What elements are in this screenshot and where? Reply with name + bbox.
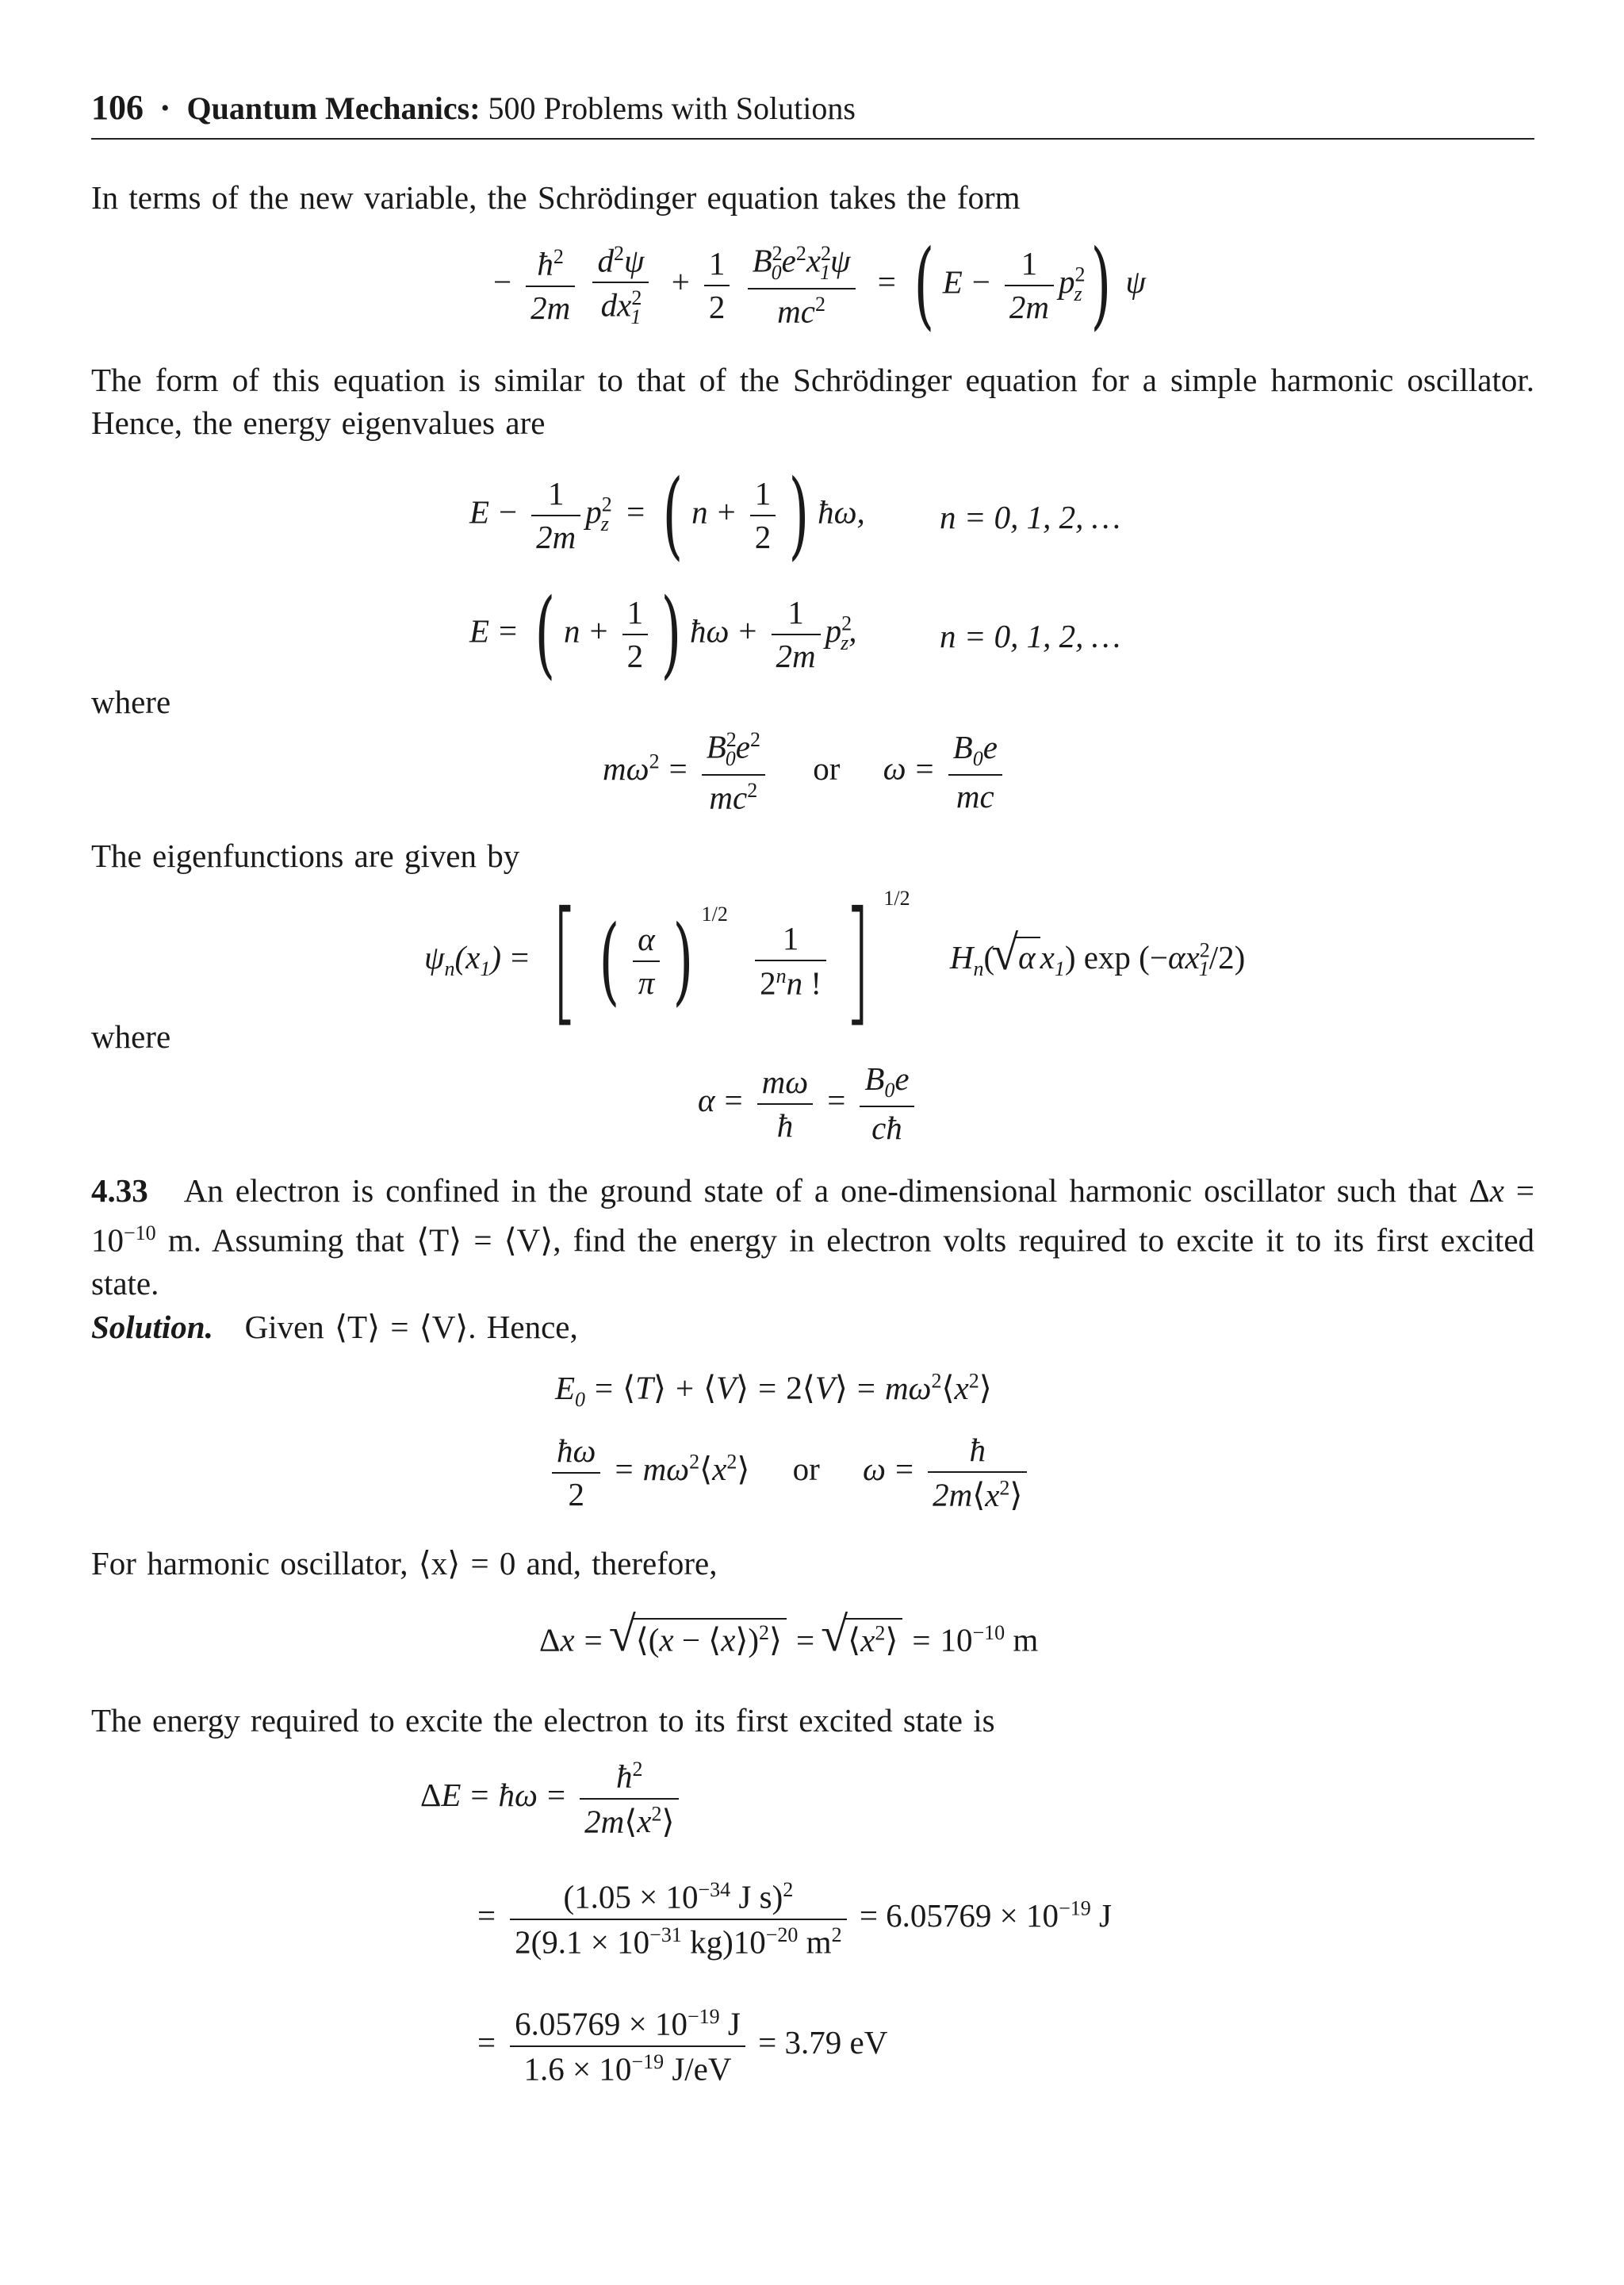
paragraph-energy: The energy required to excite the electron to its first excited state is: [91, 1702, 995, 1739]
paragraph-eigenfunctions: The eigenfunctions are given by: [91, 838, 520, 874]
n-range-1: [940, 501, 1120, 534]
equation-hw: $\frac{ħ\omega}{2}$ = $m\omega^2⟨x^2⟩$ or ω = $\frac{ħ}{2m⟨x^2⟩}$: [547, 1434, 1032, 1512]
equation-delta-e-2: = $\frac{(1.05 \times 10^{-34} J s)^2}{2(9.1 \times 10^{-31} kg)10^{-20} m^2}$ = $6.05769 \times 10^{-19}$ J: [477, 1878, 1112, 1961]
paragraph-intro: In terms of the new variable, the Schrödinger equation takes the form: [91, 179, 1021, 216]
solution-line: [91, 1305, 1534, 1348]
solution-text: Given ⟨T⟩ = ⟨V⟩. Hence,: [244, 1309, 578, 1345]
result-joules: = 6.05769 × 10: [859, 1897, 1059, 1934]
n-range-2: [940, 620, 1120, 653]
equation-alpha: α = $\frac{m\omega}{ħ}$ = $\frac{B_0e}{cħ}$: [698, 1063, 919, 1144]
solution-label: Solution.: [91, 1309, 213, 1345]
result-joules-unit: J: [1098, 1897, 1112, 1934]
book-subtitle: 500 Problems with Solutions: [488, 90, 856, 126]
equation-eigenfunction: $\psi_n(x_1)$ = [ ( $\frac{\alpha}{\pi}$ ) $^{1/2}$ $\frac{1}{2^nn !}$ ] $^{1/2}$ $H_n(√$ α $x_1$) $\exp (-\alpha x^2_1/2)$: [424, 888, 1245, 1029]
running-header: [91, 89, 1534, 140]
equation-e0: $E_0$ = ⟨T⟩ + ⟨V⟩ = 2⟨V⟩ = $m\omega^2⟨x^2⟩$: [555, 1369, 992, 1411]
equation-delta-e-1: ΔE = ħω = $\frac{ħ^2}{2m⟨x^2⟩}$: [420, 1759, 684, 1838]
problem-number: 4.33: [91, 1172, 148, 1209]
equation-delta-e-3: = $\frac{6.05769 \times 10^{-19} J}{1.6 \times 10^{-19} J/eV}$ = 3.79 eV: [477, 2005, 888, 2088]
problem-4-33: 4.33 An electron is confined in the ground state of a one-dimensional harmonic oscillator such that $\Delta x = 10^{-10}$ m. Assuming that ⟨T⟩ = ⟨V⟩, find the energy in electron volts required to excite it to its first excited state.: [91, 1172, 1535, 1302]
equation-omega: $m\omega^2$ = $\frac{B^2_0e^2}{mc^2}$ or ω = $\frac{B_0e}{mc}$: [603, 730, 1007, 815]
equation-eigenvalue-1: E − $\frac{1}{2m}$ $p^2_z$ = ( n + $\frac{1}{2}$ ) ħω,: [469, 460, 865, 570]
problem-text-a: An electron is confined in the ground state of a one-dimensional harmonic oscillator such that: [183, 1172, 1457, 1209]
or-word: or: [813, 750, 841, 787]
where-label-2: where: [91, 1018, 171, 1055]
page-number: 106: [91, 88, 144, 127]
equation-delta-x: Δx =√ ⟨(x − ⟨x⟩)$^2$⟩ =√ $⟨x^2⟩ = 10^{-10}$ m: [539, 1618, 1038, 1657]
header-bullet: •: [161, 95, 170, 121]
problem-text-b: m. Assuming that ⟨T⟩ = ⟨V⟩, find the energy in electron volts required to excite it to its: [167, 1221, 1365, 1259]
paragraph-oscillator: The form of this equation is similar to that of the Schrödinger equation for a simple harmonic oscillator. Hence, the energy eigenvalues are: [91, 362, 1534, 441]
or-word: or: [792, 1451, 820, 1488]
delta-x-value: 10: [91, 1221, 124, 1259]
problem-text-c: first excited state.: [91, 1221, 1535, 1302]
result-joules-exponent: −19: [1059, 1896, 1091, 1920]
delta-x-exponent: −10: [124, 1221, 156, 1244]
equation-eigenvalue-2: E = ( n + $\frac{1}{2}$ ) ħω + $\frac{1}{2m}$ $p^2_z$,: [469, 579, 857, 689]
n-range-text: n = 0, 1, 2, …: [940, 499, 1121, 535]
result-ev: = 3.79 eV: [758, 2024, 888, 2061]
book-title: Quantum Mechanics:: [186, 90, 481, 126]
equation-schrodinger: − $\frac{ħ^2}{2m}$ $\frac{d^2\psi}{dx^2_1}$ + $\frac{1}{2}$ $\frac{B^2_0e^2x^2_1\psi}{mc^2}$ = ( E − $\frac{1}{2m}$ $p^2_z$) ψ: [493, 230, 1146, 340]
paragraph-harmonic: For harmonic oscillator, ⟨x⟩ = 0 and, therefore,: [91, 1545, 718, 1581]
where-label-1: where: [91, 684, 171, 720]
n-range-text: n = 0, 1, 2, …: [940, 618, 1121, 654]
